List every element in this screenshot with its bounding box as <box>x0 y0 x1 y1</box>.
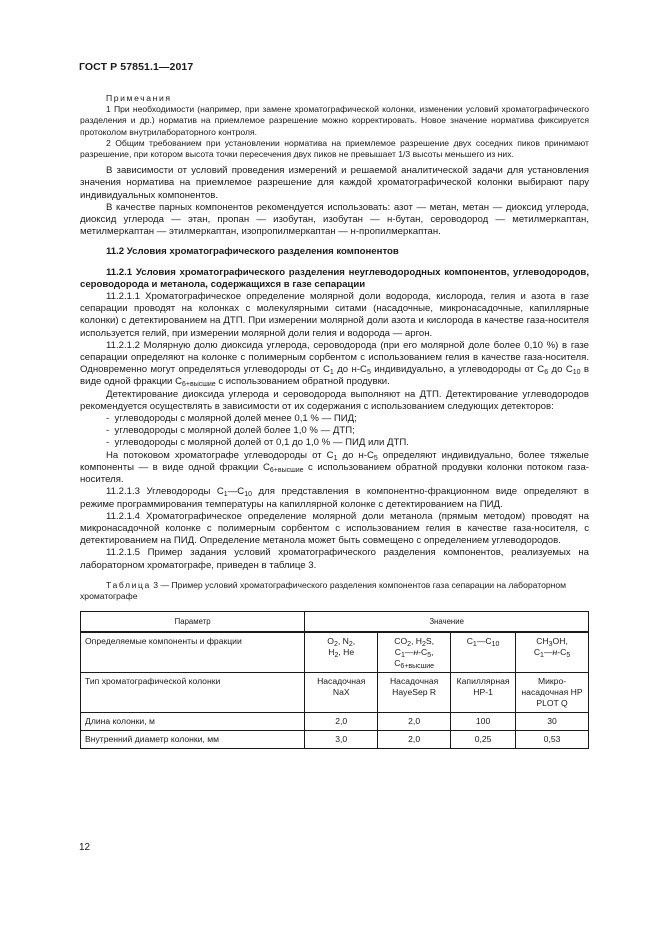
table-row <box>81 672 589 712</box>
table-header-value: Значение <box>305 611 589 632</box>
paragraph: В качестве парных компонентов рекомендуется использовать: азот — метан, метан — диоксид углерода, диоксид углерода — этан, пропан — изобутан, изобутан — н-бутан, сероводород — метилмеркаптан, метилмеркаптан — этилмеркаптан, изопропилмеркаптан — н-пропилмеркаптан. <box>80 201 589 238</box>
paragraph-11-2-1-2: 11.2.1.2 Молярную долю диоксида углерода, сероводорода (при его молярной доле более 0,10 %) в газе сепарации определяют на колонке с полимерным сорбентом с использованием гелия в качестве газа-носителя. Одновременно могут определяться углеводороды от $C_1$ до $н-C_5$ индивидуально, а углеводороды от $C_6$ до $C_{10}$ в виде одной фракции $C_{6+высшие}$ с использованием обратной продувки. <box>80 339 590 389</box>
paragraph-11-2-1-5: 11.2.1.5 Пример задания условий хроматографического разделения компонентов, реализуемых на лабораторном хроматографе, приведен в таблице 3. <box>80 547 589 571</box>
document-header: ГОСТ Р 57851.1—2017 <box>79 61 194 73</box>
list-item: - углеводороды с молярной долей более 1,0 % — ДТП; <box>80 425 589 437</box>
table-cell: Определяемые компоненты и фракции <box>81 632 305 673</box>
paragraph-detection: Детектирование диоксида углерода и сероводорода выполняют на ДТП. Детектирование углеводородов рекомендуется осуществлять в зависимости от их содержания с использованием следующих детекторов: <box>80 388 589 412</box>
table-cell: 0,25 <box>451 730 516 748</box>
table-row <box>81 632 589 673</box>
table-cell: 2,0 <box>305 712 378 730</box>
notes-title: Примечания <box>106 93 172 103</box>
table-cell: Тип хроматографической колонки <box>81 672 305 712</box>
paragraph: В зависимости от условий проведения измерений и решаемой аналитической задачи для установления значения норматива на приемлемое разрешение для каждой хроматографической колонки выбирают пару индивидуальных компонентов. <box>80 165 589 201</box>
table-cell: Насадочная NaX <box>305 672 378 712</box>
table-cell: $C_1—C_{10}$ <box>451 632 516 673</box>
list-item: - углеводороды с молярной долей от 0,1 до 1,0 % — ПИД или ДТП. <box>80 437 589 449</box>
table-cell: $CH_3OH$, $C_1—н-C_5$ <box>516 632 589 673</box>
list-item: - углеводороды с молярной долей менее 0,1 % — ПИД; <box>80 413 589 425</box>
conditions-table <box>80 611 589 749</box>
paragraph-11-2-1-3: 11.2.1.3 Углеводороды $C_1—C_{10}$ для представления в компонентно-фракционном виде определяют в режиме программирования температуры на капиллярной колонке с детектированием на ПИД. <box>80 486 589 510</box>
table-cell: $CO_2$, $H_2S$, $C_1—н-C_5$, $C_{6+высшие}$ <box>378 632 451 673</box>
detector-list <box>80 413 589 450</box>
section-heading-11-2: 11.2 Условия хроматографического разделения компонентов <box>106 246 399 258</box>
table-cell: Длина колонки, м <box>81 712 305 730</box>
table-cell: 2,0 <box>378 730 451 748</box>
table-header-param: Параметр <box>81 611 305 632</box>
paragraph-11-2-1-4: 11.2.1.4 Хроматографическое определение молярной доли метанола (прямым методом) проводят на микронасадочной колонке с полимерным сорбентом с использованием гелия в качестве газа-носителя, с детектированием на ПИД. Определение метанола может быть совмещено с определением углеводородов. <box>80 510 589 547</box>
table-cell: 30 <box>516 712 589 730</box>
table-cell: Насадочная HayeSep R <box>378 672 451 712</box>
paragraph-flow: На потоковом хроматографе углеводороды от $C_1$ до $н-C_5$ определяют индивидуально, более тяжелые компоненты — в виде одной фракции $C_{6+высшие}$ с использованием обратной продувки колонки потоком газа-носителя. <box>80 449 589 486</box>
table-cell: 100 <box>451 712 516 730</box>
note-2: 2 Общим требованием при установлении норматива на приемлемое разрешение двух соседних пиков принимают разрешение, при котором высота точки пересечения двух пиков не превышает 1/3 высоты меньшего из них. <box>80 137 589 160</box>
table-cell: 3,0 <box>305 730 378 748</box>
table-cell: Внутренний диаметр колонки, мм <box>81 730 305 748</box>
table-cell: $O_2$, $N_2$, $H_2$, He <box>305 632 378 673</box>
table-cell: 2,0 <box>378 712 451 730</box>
notes-block <box>80 93 589 160</box>
table-cell: Капиллярная HP-1 <box>451 672 516 712</box>
page-content <box>80 93 589 749</box>
page-number: 12 <box>79 842 91 853</box>
paragraph-11-2-1-1: 11.2.1.1 Хроматографическое определение молярной доли водорода, кислорода, гелия и азота в газе сепарации проводят на колонках с молекулярными ситами (насадочные, микронасадочные, капиллярные колонки) с детектированием на ДТП. При измерении молярной доли азота и кислорода в качестве газа-носителя используется гелий, при измерении молярной доли гелия и водорода — аргон. <box>80 291 589 339</box>
table-row <box>81 712 589 730</box>
table-cell: Микронасадочная HP PLOT Q <box>516 672 589 712</box>
section-heading-11-2-1: 11.2.1 Условия хроматографического разделения неуглеводородных компонентов, углеводородов, сероводорода и метанола, содержащихся в газе сепарации <box>80 266 589 290</box>
table-cell: 0,53 <box>516 730 589 748</box>
table-caption: Таблица 3 — Пример условий хроматографического разделения компонентов газа сепарации на лабораторном хроматографе <box>80 579 567 601</box>
note-1: 1 При необходимости (например, при замене хроматографической колонки, изменении условий хроматографического разделения и др.) норматив на приемлемое разрешение можно корректировать. Новое значение норматива фиксируется протоколом внутрилабораторного контроля. <box>80 104 589 137</box>
table-row <box>81 730 589 748</box>
